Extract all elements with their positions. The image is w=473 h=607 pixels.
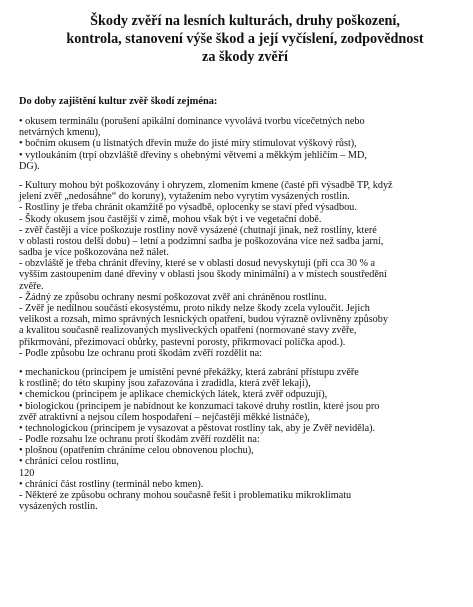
text-line: • chránící celou rostlinu, (19, 456, 119, 468)
paragraph-protection-methods (19, 367, 464, 512)
text-line: přikrmování, přezimovací obůrky, pastevní porosty, přikrmovací políčka apod.). (19, 336, 346, 348)
text-line: • bočním okusem (u listnatých dřevin muže do jisté míry stimulovat výškový růst), (19, 138, 357, 150)
text-line: jelení zvěř „nedosáhne“ do koruny), vytažením nebo vyrytím vysázených rostlin. (19, 191, 350, 203)
paragraph-protection-notes (19, 180, 464, 359)
text-line: • okusem terminálu (porušení apikální dominance vyvolává tvorbu vícečetných nebo (19, 116, 365, 127)
text-line: DG). (19, 160, 40, 172)
text-line: - Žádný ze způsobu ochrany nesmí poškozovat zvěř ani chráněnou rostlinu. (19, 291, 327, 303)
text-line: sadba je více poškozována než nálet. (19, 247, 169, 259)
text-line: • chemickou (principem je aplikace chemických látek, která zvěř odpuzují), (19, 389, 328, 401)
text-line: vysázených rostlin. (19, 501, 98, 513)
paragraph-gap (19, 359, 464, 367)
text-line: • technologickou (principem je vysazovat a pěstovat rostliny tak, aby je Zvěř neviděla). (19, 422, 376, 434)
text-line: • plošnou (opatřením chráníme celou obnovenou plochu), (19, 445, 254, 457)
text-line: netvárných kmenu), (19, 127, 101, 139)
text-line: k rostlině; do této skupiny jsou zařazována i zradidla, která zvěř lekají), (19, 378, 311, 390)
text-line: • vytloukáním (trpí obzvláště dřeviny s ohebnými větvemi a měkkým jehličím – MD, (19, 149, 367, 161)
text-line: - Některé ze způsobu ochrany mohou současně řešit i problematiku mikroklimatu (19, 490, 352, 501)
text-line: v oblasti rostou delší dobu) – letní a podzimní sadba je poškozována více než sadba jarní, (19, 235, 384, 247)
document-title (40, 12, 450, 66)
text-line: vyšším zastoupením dané dřeviny v oblasti jsou škody minimální) a v místech soustředění (19, 269, 387, 281)
text-line: - Kultury mohou být poškozovány i ohryzem, zlomením kmene (časté při výsadbě TP, když (19, 179, 393, 191)
text-line: - Škody okusem jsou častější v zimě, mohou však být i ve vegetační době. (19, 213, 322, 225)
paragraph-gap (19, 172, 464, 180)
text-line: • mechanickou (principem je umístění pevné překážky, která zabrání přístupu zvěře (19, 366, 359, 378)
text-line: a kvalitou současně realizovaných mysliveckých opatření (normované stavy zvěře, (19, 325, 357, 337)
text-line: velikost a rozsah, mimo správných lesnických opatření, budou výrazně ovlivněny způsoby (19, 314, 388, 326)
title-line: Škody zvěří na lesních kulturách, druhy poškození, (90, 13, 400, 29)
section-subheading: Do doby zajištění kultur zvěř škodí zejména: (19, 96, 218, 107)
text-line: - zvěř častěji a více poškozuje rostliny nově vysázené (chutnají jinak, než rostliny, které (19, 224, 377, 236)
body-text (19, 116, 464, 512)
text-line: • chránící část rostliny (terminál nebo kmen). (19, 478, 204, 490)
page-number: 120 (19, 467, 35, 479)
text-line: zvěře. (19, 280, 44, 292)
text-line: • biologickou (principem je nabídnout ke konzumaci takové druhy rostlin, které jsou pro (19, 400, 380, 412)
text-line: - Podle způsobu lze ochranu proti škodám zvěří rozdělit na: (19, 347, 263, 359)
paragraph-damage-types (19, 116, 464, 172)
title-line: za škody zvěří (202, 49, 288, 65)
text-line: - Podle rozsahu lze ochranu proti škodám zvěří rozdělit na: (19, 434, 260, 446)
text-line: - Zvěř je nedílnou součástí ekosystému, proto nikdy nelze škody zcela vyloučit. Jejich (19, 303, 370, 314)
title-line: kontrola, stanovení výše škod a její vyčíslení, zodpovědnost (66, 31, 424, 47)
text-line: - obzvláště je třeba chránit dřeviny, které se v oblasti dosud nevyskytují (při cca 30 % a (19, 258, 376, 270)
text-line: zvěř atraktivní a nejsou cílem hospodaření – nejčastěji měkké listnáče), (19, 411, 310, 423)
text-line: - Rostliny je třeba chránit okamžitě po výsadbě, oplocenky se staví před výsadbou. (19, 202, 357, 214)
